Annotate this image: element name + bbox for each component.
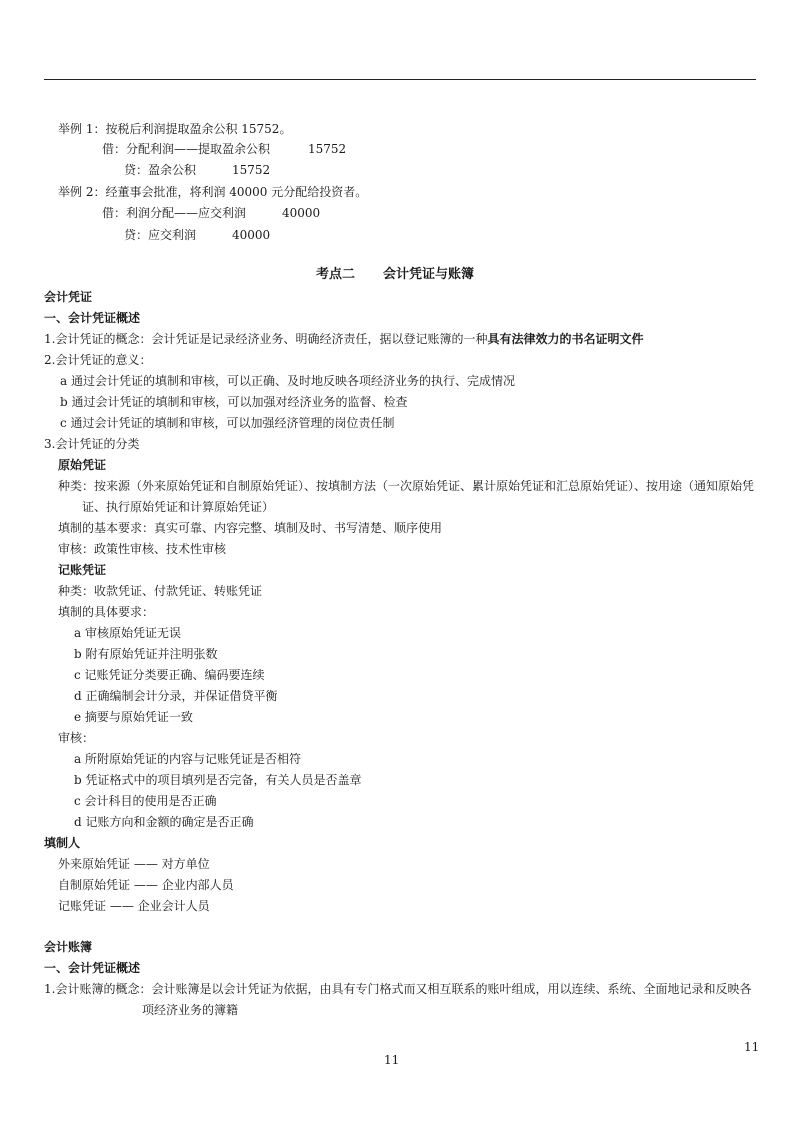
ledger-heading: 会计账簿: [44, 940, 93, 954]
voucher-meaning-item: b 通过会计凭证的填制和审核，可以加强对经济业务的监督、检查: [60, 395, 408, 409]
example-1-credit-label: 贷：盈余公积: [124, 163, 197, 177]
preparer-item: 外来原始凭证 —— 对方单位: [58, 857, 210, 871]
voucher-overview-heading: 一、会计凭证概述: [44, 311, 141, 325]
ledger-concept-line2: 项经济业务的簿籍: [142, 1003, 239, 1017]
example-1-title: 举例 1：按税后利润提取盈余公积 15752。: [58, 122, 292, 136]
preparer-item: 记账凭证 —— 企业会计人员: [58, 899, 210, 913]
section-title: [316, 265, 474, 285]
bookkeeping-req-heading: 填制的具体要求：: [58, 605, 155, 619]
bookkeeping-req-item: b 附有原始凭证并注明张数: [74, 647, 218, 661]
original-voucher-kinds-line1: 种类：按来源（外来原始凭证和自制原始凭证）、按填制方法（一次原始凭证、累计原始凭证和汇总原始凭证）、按用途（通知原始凭: [58, 479, 755, 493]
example-1-debit-label: 借：分配利润——提取盈余公积: [102, 142, 271, 156]
bookkeeping-audit-item: b 凭证格式中的项目填列是否完备，有关人员是否盖章: [74, 773, 362, 787]
bookkeeping-req-item: a 审核原始凭证无误: [74, 626, 181, 640]
voucher-meaning-item: a 通过会计凭证的填制和审核，可以正确、及时地反映各项经济业务的执行、完成情况: [60, 374, 515, 388]
preparer-heading: 填制人: [44, 836, 81, 850]
bookkeeping-req-item: d 正确编制会计分录，并保证借贷平衡: [74, 689, 278, 703]
original-voucher-audit: 审核：政策性审核、技术性审核: [58, 542, 227, 556]
ledger-concept-line1: 1.会计账簿的概念：会计账簿是以会计凭证为依据，由具有专门格式而又相互联系的账叶组成，用以连续、系统、全面地记录和反映各: [44, 982, 752, 996]
bookkeeping-audit-item: a 所附原始凭证的内容与记账凭证是否相符: [74, 752, 301, 766]
voucher-concept-emphasis: 具有法律效力的书名证明文件: [487, 332, 644, 346]
section-name: 会计凭证与账簿: [383, 267, 475, 282]
voucher-concept: [44, 329, 643, 349]
voucher-types-heading: 3.会计凭证的分类: [44, 437, 140, 451]
example-2-credit-amount: 40000: [232, 228, 271, 242]
example-1-credit: [124, 160, 271, 180]
example-2-title: 举例 2：经董事会批准，将利润 40000 元分配给投资者。: [58, 185, 368, 199]
bookkeeping-voucher-kinds: 种类：收款凭证、付款凭证、转账凭证: [58, 584, 263, 598]
original-voucher-requirements: 填制的基本要求：真实可靠、内容完整、填制及时、书写清楚、顺序使用: [58, 521, 443, 535]
header-rule: [44, 79, 756, 80]
voucher-meaning-item: c 通过会计凭证的填制和审核，可以加强经济管理的岗位责任制: [60, 416, 395, 430]
bookkeeping-audit-item: c 会计科目的使用是否正确: [74, 794, 217, 808]
section-label: 考点二: [316, 267, 356, 282]
voucher-meaning-heading: 2.会计凭证的意义：: [44, 353, 152, 367]
example-1-credit-amount: 15752: [232, 163, 271, 177]
bookkeeping-audit-item: d 记账方向和金额的确定是否正确: [74, 815, 254, 829]
voucher-heading: 会计凭证: [44, 290, 93, 304]
preparer-item: 自制原始凭证 —— 企业内部人员: [58, 878, 234, 892]
bookkeeping-req-item: c 记账凭证分类要正确、编码要连续: [74, 668, 265, 682]
page-number-center: 11: [384, 1053, 400, 1067]
bookkeeping-req-item: e 摘要与原始凭证一致: [74, 710, 193, 724]
example-2-debit-label: 借：利润分配——应交利润: [102, 206, 247, 220]
page-number-right: 11: [744, 1040, 760, 1054]
voucher-concept-text: 1.会计凭证的概念：会计凭证是记录经济业务、明确经济责任，据以登记账簿的一种: [44, 332, 488, 346]
original-voucher-kinds-line2: 证、执行原始凭证和计算原始凭证）: [82, 500, 275, 514]
example-1-debit: [102, 139, 347, 159]
ledger-overview-heading: 一、会计凭证概述: [44, 961, 141, 975]
bookkeeping-audit-heading: 审核：: [58, 731, 95, 745]
example-1-debit-amount: 15752: [308, 142, 347, 156]
example-2-debit: [102, 203, 321, 223]
bookkeeping-voucher-heading: 记账凭证: [58, 563, 107, 577]
example-2-credit: [124, 225, 271, 245]
example-2-debit-amount: 40000: [282, 206, 321, 220]
example-2-credit-label: 贷：应交利润: [124, 228, 197, 242]
original-voucher-heading: 原始凭证: [58, 458, 107, 472]
